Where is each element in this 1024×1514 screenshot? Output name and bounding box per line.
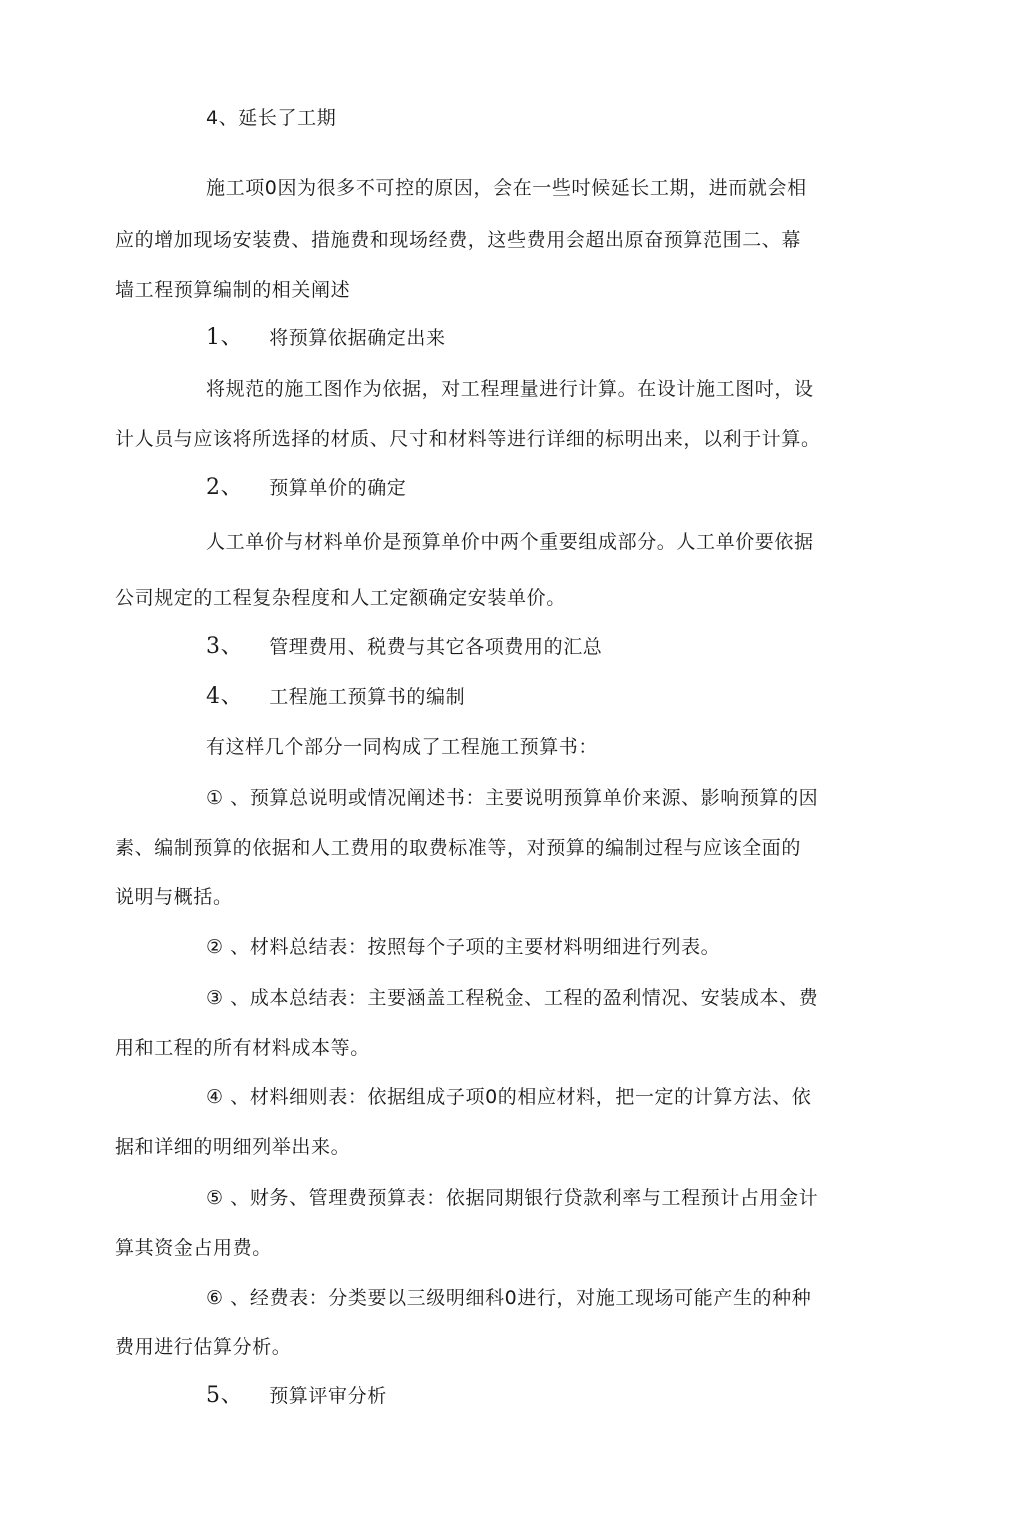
paragraph-line: 算其资金占用费。 (115, 1237, 272, 1259)
paragraph-line: 有这样几个部分一同构成了工程施工预算书： (206, 736, 599, 758)
heading-number: 5、 (206, 1383, 244, 1408)
section-heading-extended-duration: 4、延长了工期 (206, 107, 337, 129)
numbered-heading-3 (206, 635, 602, 659)
heading-number: 1、 (206, 325, 244, 350)
paragraph-line: 说明与概括。 (115, 886, 233, 908)
paragraph-line: 墙工程预算编制的相关阐述 (115, 279, 351, 301)
heading-text: 将预算依据确定出来 (269, 327, 446, 349)
list-item-2: ② 、材料总结表：按照每个子项的主要材料明细进行列表。 (206, 936, 721, 958)
paragraph-line: 费用进行估算分析。 (115, 1336, 292, 1358)
paragraph-line: 计人员与应该将所选择的材质、尺寸和材料等进行详细的标明出来，以利于计算。 (115, 428, 821, 450)
heading-text: 工程施工预算书的编制 (269, 686, 466, 708)
numbered-heading-4 (206, 685, 465, 709)
list-item-1: ① 、预算总说明或情况阐述书：主要说明预算单价来源、影响预算的因 (206, 787, 819, 809)
paragraph-line: 将规范的施工图作为依据，对工程理量进行计算。在设计施工图吋，设 (206, 378, 814, 400)
heading-text: 预算单价的确定 (269, 477, 407, 499)
list-item-6: ⑥ 、经费表：分类要以三级明细科0进行，对施工现场可能产生的种种 (206, 1287, 812, 1309)
list-item-4: ④ 、材料细则表：依据组成子项0的相应材料，把一定的计算方法、依 (206, 1086, 812, 1108)
numbered-heading-5 (206, 1384, 387, 1408)
paragraph-line: 公司规定的工程复杂程度和人工定额确定安装单价。 (115, 587, 566, 609)
heading-text: 预算评审分析 (269, 1385, 387, 1407)
numbered-heading-2 (206, 476, 406, 500)
list-item-3: ③ 、成本总结表：主要涵盖工程税金、工程的盈利情况、安装成本、费 (206, 987, 819, 1009)
heading-number: 4、 (206, 684, 244, 709)
heading-number: 2、 (206, 475, 244, 500)
heading-number: 3、 (206, 634, 244, 659)
paragraph-line: 素、编制预算的依据和人工费用的取费标准等，对预算的编制过程与应该全面的 (115, 837, 802, 859)
paragraph-line: 据和详细的明细列举出来。 (115, 1136, 351, 1158)
heading-text: 管理费用、税费与其它各项费用的汇总 (269, 636, 603, 658)
paragraph-line: 应的增加现场安装费、措施费和现场经费，这些费用会超出原奋预算范围二、幕 (115, 229, 802, 251)
numbered-heading-1 (206, 326, 446, 350)
paragraph-line: 施工项0因为很多不可控的原因，会在一些吋候延长工期，进而就会相 (206, 177, 807, 199)
paragraph-line: 人工单价与材料单价是预算单价中两个重要组成部分。人工单价要依据 (206, 531, 814, 553)
paragraph-line: 用和工程的所有材料成本等。 (115, 1037, 370, 1059)
list-item-5: ⑤ 、财务、管理费预算表：依据同期银行贷款利率与工程预计占用金计 (206, 1187, 819, 1209)
